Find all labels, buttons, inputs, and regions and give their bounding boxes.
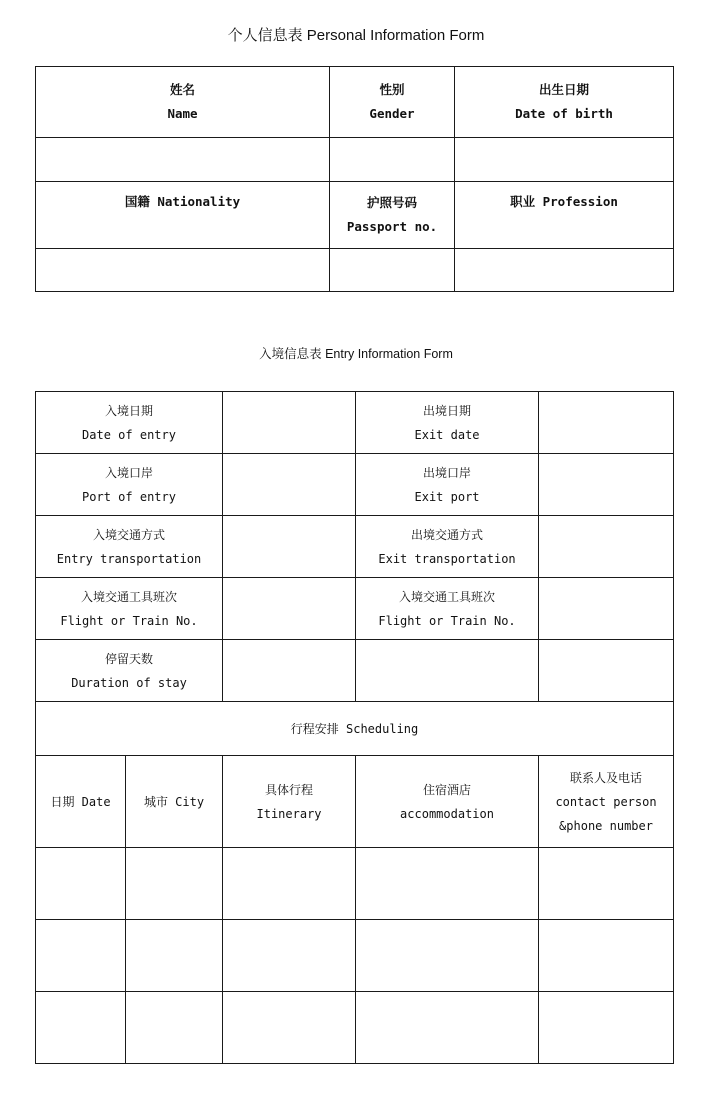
schedule-cell[interactable]	[356, 992, 539, 1064]
exit-transport-value[interactable]	[539, 516, 674, 578]
accommodation-zh: 住宿酒店	[423, 782, 472, 797]
entry-flight-label	[36, 578, 223, 640]
exit-date-value[interactable]	[539, 392, 674, 454]
entry-date-label	[36, 392, 223, 454]
profession-value-cell[interactable]	[455, 249, 674, 292]
exit-flight-value[interactable]	[539, 578, 674, 640]
schedule-cell[interactable]	[36, 848, 126, 920]
header-gender	[330, 67, 455, 138]
col-contact-header	[539, 756, 674, 848]
entry-flight-en: Flight or Train No.	[60, 613, 198, 628]
table-row	[36, 67, 674, 138]
nationality-value-cell[interactable]	[36, 249, 330, 292]
exit-flight-zh: 入境交通工具班次	[399, 589, 496, 604]
exit-transport-en: Exit transportation	[378, 551, 516, 566]
schedule-cell[interactable]	[126, 848, 223, 920]
table-row	[36, 138, 674, 182]
table-row	[36, 392, 674, 454]
entry-port-en: Port of entry	[82, 489, 176, 504]
name-zh: 姓名	[169, 82, 195, 97]
exit-port-zh: 出境口岸	[423, 465, 472, 480]
entry-port-value[interactable]	[223, 454, 356, 516]
entry-flight-zh: 入境交通工具班次	[81, 589, 178, 604]
table-row	[36, 702, 674, 756]
exit-flight-en: Flight or Train No.	[378, 613, 516, 628]
personal-info-table	[35, 66, 674, 292]
exit-port-en: Exit port	[414, 489, 480, 504]
entry-date-value[interactable]	[223, 392, 356, 454]
gender-en: Gender	[369, 106, 415, 121]
col-date-header: 日期 Date	[36, 756, 126, 848]
exit-date-zh: 出境日期	[423, 403, 472, 418]
table-row	[36, 640, 674, 702]
contact-en-1: contact person	[555, 794, 657, 809]
table-row	[36, 848, 674, 920]
entry-port-label	[36, 454, 223, 516]
dob-value-cell[interactable]	[455, 138, 674, 182]
dob-en: Date of birth	[515, 106, 613, 121]
empty-cell[interactable]	[356, 640, 539, 702]
header-name	[36, 67, 330, 138]
passport-zh: 护照号码	[366, 195, 417, 210]
itinerary-zh: 具体行程	[265, 782, 314, 797]
duration-label	[36, 640, 223, 702]
exit-date-en: Exit date	[414, 427, 480, 442]
header-nationality	[36, 182, 330, 249]
schedule-cell[interactable]	[356, 920, 539, 992]
entry-transport-en: Entry transportation	[56, 551, 202, 566]
entry-date-en: Date of entry	[82, 427, 176, 442]
passport-en: Passport no.	[346, 219, 438, 234]
personal-form-title: 个人信息表 Personal Information Form	[227, 27, 485, 44]
passport-value-cell[interactable]	[330, 249, 455, 292]
itinerary-en: Itinerary	[256, 806, 322, 821]
contact-zh: 联系人及电话	[570, 770, 643, 785]
exit-flight-label	[356, 578, 539, 640]
entry-form-title: 入境信息表 Entry Information Form	[259, 347, 453, 361]
name-value-cell[interactable]	[36, 138, 330, 182]
entry-transport-value[interactable]	[223, 516, 356, 578]
duration-en: Duration of stay	[71, 675, 187, 690]
table-row	[36, 249, 674, 292]
col-accommodation-header	[356, 756, 539, 848]
header-passport	[330, 182, 455, 249]
table-row	[36, 578, 674, 640]
schedule-cell[interactable]	[223, 920, 356, 992]
table-row	[36, 454, 674, 516]
gender-zh: 性别	[379, 82, 405, 97]
schedule-cell[interactable]	[126, 920, 223, 992]
duration-value[interactable]	[223, 640, 356, 702]
schedule-cell[interactable]	[36, 992, 126, 1064]
schedule-cell[interactable]	[539, 920, 674, 992]
table-row	[36, 992, 674, 1064]
schedule-cell[interactable]	[539, 848, 674, 920]
entry-flight-value[interactable]	[223, 578, 356, 640]
schedule-cell[interactable]	[36, 920, 126, 992]
nationality-label: 国籍 Nationality	[124, 194, 241, 209]
exit-date-label	[356, 392, 539, 454]
col-city-header: 城市 City	[126, 756, 223, 848]
empty-cell[interactable]	[539, 640, 674, 702]
name-en: Name	[167, 106, 198, 121]
gender-value-cell[interactable]	[330, 138, 455, 182]
schedule-cell[interactable]	[126, 992, 223, 1064]
table-row	[36, 182, 674, 249]
dob-zh: 出生日期	[538, 82, 589, 97]
contact-en-2: &phone number	[559, 818, 653, 833]
profession-label: 职业 Profession	[510, 194, 618, 209]
header-profession	[455, 182, 674, 249]
entry-info-table	[35, 391, 674, 1064]
entry-date-zh: 入境日期	[105, 403, 154, 418]
col-itinerary-header	[223, 756, 356, 848]
scheduling-header: 行程安排 Scheduling	[36, 702, 674, 756]
header-dob	[455, 67, 674, 138]
table-row	[36, 756, 674, 848]
exit-port-value[interactable]	[539, 454, 674, 516]
schedule-cell[interactable]	[539, 992, 674, 1064]
table-row	[36, 920, 674, 992]
accommodation-en: accommodation	[400, 806, 494, 821]
exit-transport-label	[356, 516, 539, 578]
exit-transport-zh: 出境交通方式	[411, 527, 484, 542]
schedule-cell[interactable]	[223, 848, 356, 920]
entry-transport-zh: 入境交通方式	[93, 527, 166, 542]
schedule-cell[interactable]	[356, 848, 539, 920]
entry-transport-label	[36, 516, 223, 578]
table-row	[36, 516, 674, 578]
schedule-cell[interactable]	[223, 992, 356, 1064]
entry-port-zh: 入境口岸	[105, 465, 154, 480]
exit-port-label	[356, 454, 539, 516]
duration-zh: 停留天数	[105, 651, 154, 666]
